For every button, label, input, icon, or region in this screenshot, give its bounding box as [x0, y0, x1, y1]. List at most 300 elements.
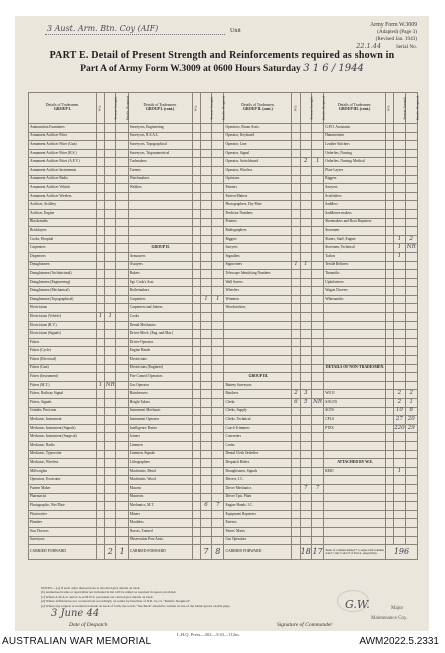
trade-name-cell: Pharmacist [29, 493, 97, 502]
trade-name-cell: Fitters (Instrument) [29, 373, 97, 382]
count-cell [311, 493, 323, 502]
count-cell [105, 304, 116, 313]
header-reinf-1-label: Reinfts. Required. [125, 95, 130, 121]
trade-name-cell: Draughtsmen (Architectural) [29, 270, 97, 279]
table-row [29, 261, 418, 270]
count-cell [394, 158, 405, 167]
trade-name-cell: Sgt. Cook's Asst. [128, 278, 192, 287]
count-cell [212, 321, 224, 330]
count-cell [405, 132, 418, 141]
trade-name-cell: Dental Clerk Orderlies [224, 450, 292, 459]
trade-name-cell [224, 330, 292, 339]
signature-handwritten: G.W. [345, 598, 370, 611]
count-cell [192, 252, 200, 261]
count-cell [311, 209, 323, 218]
trade-name-cell: Bakers [128, 270, 192, 279]
count-cell [300, 330, 311, 339]
trade-name-cell: Toolmakers [128, 158, 192, 167]
trade-name-cell: Linemen [128, 441, 192, 450]
count-cell [292, 424, 300, 433]
count-cell [200, 244, 211, 253]
count-cell [292, 295, 300, 304]
count-cell [405, 278, 418, 287]
trade-name-cell: Engine Hands, I.C. [224, 502, 292, 511]
count-cell [394, 510, 405, 519]
table-row [29, 450, 418, 459]
form-line-2: (Adapted) (Page 3) [377, 29, 417, 35]
count-cell [116, 450, 128, 459]
count-cell [105, 407, 116, 416]
count-cell [394, 373, 405, 382]
count-cell [385, 192, 393, 201]
trade-name-cell: Equipment Repairers [224, 510, 292, 519]
count-cell [300, 459, 311, 468]
count-cell [200, 287, 211, 296]
count-cell [116, 201, 128, 210]
count-cell [116, 124, 128, 133]
count-cell: 1 [394, 244, 405, 253]
count-cell [116, 321, 128, 330]
trade-name-cell: Signallers [224, 252, 292, 261]
count-cell [212, 209, 224, 218]
count-cell [105, 390, 116, 399]
form-title [21, 50, 423, 74]
table-row [29, 149, 418, 158]
trade-name-cell: Pattern Makers [224, 192, 292, 201]
table-row [29, 433, 418, 442]
count-cell [292, 536, 300, 545]
header-reinf-3-label: Reinfts. Required. [321, 95, 326, 121]
notes-block [41, 586, 381, 608]
trade-name-cell: Wiremen [224, 295, 292, 304]
count-cell [96, 287, 104, 296]
trade-name-cell: Cooks, Hospital [29, 235, 97, 244]
count-cell [116, 510, 128, 519]
count-cell [200, 364, 211, 373]
count-cell [192, 407, 200, 416]
count-cell [292, 184, 300, 193]
trade-name-cell: Millwrights [29, 467, 97, 476]
trade-name-cell: Photographic, Wet Plate [29, 502, 97, 511]
count-cell [300, 347, 311, 356]
count-cell [192, 270, 200, 279]
count-cell [300, 132, 311, 141]
carried-forward-label: CARRIED FORWARD [29, 545, 97, 560]
carried-forward-ws [192, 545, 200, 560]
count-cell [394, 149, 405, 158]
count-cell [385, 158, 393, 167]
carried-forward-row [29, 545, 418, 560]
trade-name-cell: Tailors [324, 252, 386, 261]
count-cell [394, 381, 405, 390]
count-cell [200, 184, 211, 193]
count-cell [385, 493, 393, 502]
count-cell [292, 278, 300, 287]
count-cell [292, 235, 300, 244]
count-cell [212, 416, 224, 425]
count-cell [105, 356, 116, 365]
trade-name-cell: Draughtsmen (Topographical) [29, 295, 97, 304]
count-cell [116, 304, 128, 313]
count-cell: 1 [200, 295, 211, 304]
count-cell [200, 149, 211, 158]
count-cell: NR [311, 399, 323, 408]
count-cell [96, 235, 104, 244]
header-present-3-label: Present Strength. [309, 96, 314, 120]
count-cell [192, 287, 200, 296]
trade-name-cell: Storemen, Technical [324, 244, 386, 253]
count-cell [292, 158, 300, 167]
count-cell [200, 399, 211, 408]
count-cell [385, 149, 393, 158]
trade-name-cell: Whitesmiths [324, 295, 386, 304]
count-cell [192, 399, 200, 408]
count-cell [96, 502, 104, 511]
count-cell [385, 124, 393, 133]
count-cell [116, 338, 128, 347]
count-cell [96, 399, 104, 408]
trade-name-cell: GROUP II. [128, 244, 192, 253]
trade-name-cell: Armament Artificer Fitter (Gun) [29, 141, 97, 150]
count-cell [311, 502, 323, 511]
count-cell [311, 330, 323, 339]
count-cell [385, 399, 393, 408]
trade-name-cell: Electricians (Vehicle) [29, 313, 97, 322]
count-cell: 2 [394, 399, 405, 408]
note-a: NOTES.—(a) If such other than persons is involved give details on back. [41, 586, 141, 590]
count-cell [405, 321, 418, 330]
archive-accession: AWM2022.5.2331 [359, 636, 439, 647]
count-cell [292, 330, 300, 339]
trade-name-cell: Opticians [224, 175, 292, 184]
count-cell [96, 175, 104, 184]
count-cell [212, 244, 224, 253]
title-line-2-text: Part A of Army Form W.3009 at 0600 Hours Saturday [80, 63, 301, 74]
trade-name-cell [324, 476, 386, 485]
count-cell [105, 227, 116, 236]
count-cell [385, 287, 393, 296]
header-present-1-label: Present Strength. [113, 96, 118, 120]
header-details-2: Details of Tradesmen. [143, 103, 177, 108]
trade-name-cell: Photographers, Dry Plate [224, 201, 292, 210]
count-cell [200, 407, 211, 416]
count-cell [116, 459, 128, 468]
count-cell [311, 536, 323, 545]
form-line-3: (Revised Jan. 1943) [375, 36, 417, 42]
count-cell [385, 141, 393, 150]
trade-name-cell: Slaters, Staff, Engine [324, 235, 386, 244]
count-cell [292, 313, 300, 322]
count-cell [192, 356, 200, 365]
count-cell [292, 149, 300, 158]
count-cell [292, 441, 300, 450]
count-cell [200, 373, 211, 382]
trade-name-cell: Mechanic, Radio [29, 441, 97, 450]
trade-name-cell [324, 321, 386, 330]
count-cell [116, 313, 128, 322]
count-cell [292, 321, 300, 330]
count-cell [105, 201, 116, 210]
trade-name-cell: Armament Artificer Fitter (A.F.V.) [29, 158, 97, 167]
count-cell [116, 381, 128, 390]
count-cell [212, 330, 224, 339]
count-cell [192, 209, 200, 218]
trade-name-cell: Lithographers [128, 459, 192, 468]
count-cell [300, 476, 311, 485]
count-cell [292, 252, 300, 261]
table-row [29, 519, 418, 528]
count-cell [116, 218, 128, 227]
count-cell [200, 201, 211, 210]
count-cell [300, 338, 311, 347]
trade-name-cell [324, 373, 386, 382]
count-cell [300, 373, 311, 382]
count-cell [105, 124, 116, 133]
count-cell [116, 235, 128, 244]
count-cell [116, 132, 128, 141]
count-cell: 5 [300, 399, 311, 408]
trade-name-cell: Armament Artificer Radio [29, 175, 97, 184]
count-cell [212, 338, 224, 347]
header-reinf-4-label: Reinfts. Required. [414, 95, 419, 121]
trade-name-cell: Operators, Excavator [29, 476, 97, 485]
trade-name-cell [324, 356, 386, 365]
count-cell [212, 536, 224, 545]
count-cell [105, 484, 116, 493]
trade-name-cell: Machinists, Wood [128, 476, 192, 485]
count-cell [200, 493, 211, 502]
count-cell [200, 484, 211, 493]
count-cell [116, 149, 128, 158]
count-cell [96, 416, 104, 425]
form-reference [370, 22, 417, 43]
count-cell [212, 132, 224, 141]
count-cell [96, 373, 104, 382]
count-cell [394, 201, 405, 210]
trade-name-cell: Wagon Drovers [324, 287, 386, 296]
count-cell [405, 166, 418, 175]
trade-name-cell: Saddletree makers [324, 209, 386, 218]
count-cell [300, 295, 311, 304]
trade-name-cell: Pattern Maker [29, 484, 97, 493]
trade-name-cell: Sawyers [224, 244, 292, 253]
count-cell [212, 141, 224, 150]
count-cell [96, 527, 104, 536]
count-cell [200, 252, 211, 261]
count-cell: 1 [96, 381, 104, 390]
carried-forward-value: 17 [311, 545, 323, 560]
trade-name-cell: Operator, Switchboard [224, 158, 292, 167]
trade-name-cell: G.P.O. Assistants [324, 124, 386, 133]
count-cell [394, 132, 405, 141]
count-cell [405, 476, 418, 485]
count-cell [385, 364, 393, 373]
count-cell [116, 244, 128, 253]
count-cell [311, 278, 323, 287]
count-cell [394, 433, 405, 442]
table-row [29, 416, 418, 425]
count-cell [394, 527, 405, 536]
serial-label: Serial No. [395, 44, 417, 50]
count-cell [212, 158, 224, 167]
note-d: (d) Where deficiencies not covered note accordingly on return by insertion of N.R. in col. "Reinfts. Required". [41, 599, 191, 604]
count-cell [212, 149, 224, 158]
count-cell [192, 201, 200, 210]
count-cell [394, 218, 405, 227]
count-cell [200, 536, 211, 545]
count-cell [116, 467, 128, 476]
count-cell [200, 424, 211, 433]
trade-name-cell: Mechanic, Typewriter [29, 450, 97, 459]
count-cell [394, 175, 405, 184]
count-cell [394, 330, 405, 339]
count-cell [192, 373, 200, 382]
table-row [29, 141, 418, 150]
trade-name-cell: CPLS [324, 416, 386, 425]
count-cell [192, 304, 200, 313]
count-cell [116, 252, 128, 261]
count-cell [192, 484, 200, 493]
count-cell [311, 141, 323, 150]
trade-name-cell [324, 338, 386, 347]
count-cell [292, 201, 300, 210]
count-cell [96, 407, 104, 416]
trade-name-cell: Mechanic, Instrument [29, 416, 97, 425]
count-cell [405, 484, 418, 493]
header-ws-2-label: W.S. [193, 104, 198, 112]
count-cell: 1 [292, 261, 300, 270]
count-cell [105, 467, 116, 476]
count-cell [405, 158, 418, 167]
count-cell [105, 519, 116, 528]
despatch-date-handwritten: 3 June 44 [51, 608, 100, 619]
trade-name-cell: Fitters (Electrical) [29, 356, 97, 365]
trade-name-cell: Surveyors [29, 536, 97, 545]
count-cell [405, 338, 418, 347]
count-cell [292, 519, 300, 528]
count-cell: 1 [96, 313, 104, 322]
count-cell [212, 356, 224, 365]
count-cell [212, 235, 224, 244]
count-cell: 7 [300, 484, 311, 493]
count-cell [311, 235, 323, 244]
count-cell [116, 261, 128, 270]
count-cell [212, 441, 224, 450]
count-cell [192, 124, 200, 133]
count-cell [394, 295, 405, 304]
count-cell [200, 278, 211, 287]
trade-name-cell: Draughtsmen (Mechanical) [29, 287, 97, 296]
trade-name-cell: Fitters (M.T.) [29, 381, 97, 390]
count-cell [200, 381, 211, 390]
count-cell [300, 510, 311, 519]
count-cell: 2 [405, 390, 418, 399]
count-cell [96, 218, 104, 227]
count-cell [200, 527, 211, 536]
count-cell [96, 244, 104, 253]
count-cell [385, 424, 393, 433]
count-cell [116, 399, 128, 408]
count-cell [116, 209, 128, 218]
trade-name-cell: Clerks [224, 399, 292, 408]
count-cell [300, 244, 311, 253]
trade-name-cell: Driver-Operator [128, 338, 192, 347]
count-cell [405, 175, 418, 184]
count-cell [192, 390, 200, 399]
note-e: (e) Where any request or notation is made on back of form, the words "See Back" should be written in one of the blank spaces on this page. [41, 603, 231, 608]
count-cell [192, 175, 200, 184]
count-cell [200, 235, 211, 244]
unit-label: Unit [230, 28, 241, 34]
count-cell [116, 141, 128, 150]
count-cell [300, 270, 311, 279]
table-row [29, 330, 418, 339]
count-cell [212, 450, 224, 459]
count-cell [96, 270, 104, 279]
count-cell [96, 304, 104, 313]
count-cell [311, 192, 323, 201]
table-row [29, 184, 418, 193]
count-cell [385, 450, 393, 459]
trade-name-cell: Moulders [128, 519, 192, 528]
count-cell [200, 459, 211, 468]
carried-forward-value: 1 [116, 545, 128, 560]
count-cell [385, 252, 393, 261]
count-cell: 1 [105, 313, 116, 322]
trade-name-cell [128, 218, 192, 227]
count-cell [405, 441, 418, 450]
trade-name-cell: Watchmakers [128, 175, 192, 184]
count-cell [300, 124, 311, 133]
count-cell [105, 441, 116, 450]
trade-name-cell [224, 321, 292, 330]
count-cell: 6 [200, 502, 211, 511]
count-cell [105, 278, 116, 287]
count-cell [300, 149, 311, 158]
maintenance-coy-label: Maintenance Coy. [371, 616, 408, 621]
count-cell [405, 347, 418, 356]
count-cell [200, 476, 211, 485]
count-cell [96, 364, 104, 373]
count-cell [192, 313, 200, 322]
count-cell [385, 227, 393, 236]
count-cell [212, 192, 224, 201]
count-cell [200, 304, 211, 313]
count-cell [311, 364, 323, 373]
table-row [29, 158, 418, 167]
table-header-row [29, 93, 418, 124]
count-cell [300, 313, 311, 322]
trade-name-cell: Shoemakers and Boot Repairers [324, 218, 386, 227]
count-cell [192, 244, 200, 253]
trade-name-cell [324, 510, 386, 519]
count-cell [192, 184, 200, 193]
trade-name-cell: Electricians [29, 304, 97, 313]
count-cell [385, 373, 393, 382]
trade-name-cell: Mechanic, Instrument (Surgical) [29, 433, 97, 442]
carried-forward-value: 18 [300, 545, 311, 560]
count-cell [292, 347, 300, 356]
header-ws-4 [385, 93, 393, 124]
count-cell [405, 287, 418, 296]
trade-name-cell: Clerks, Technical [224, 416, 292, 425]
count-cell [394, 287, 405, 296]
table-row [29, 124, 418, 133]
count-cell [105, 493, 116, 502]
count-cell [405, 124, 418, 133]
trade-name-cell: Operator, Wireless [224, 166, 292, 175]
count-cell [200, 270, 211, 279]
